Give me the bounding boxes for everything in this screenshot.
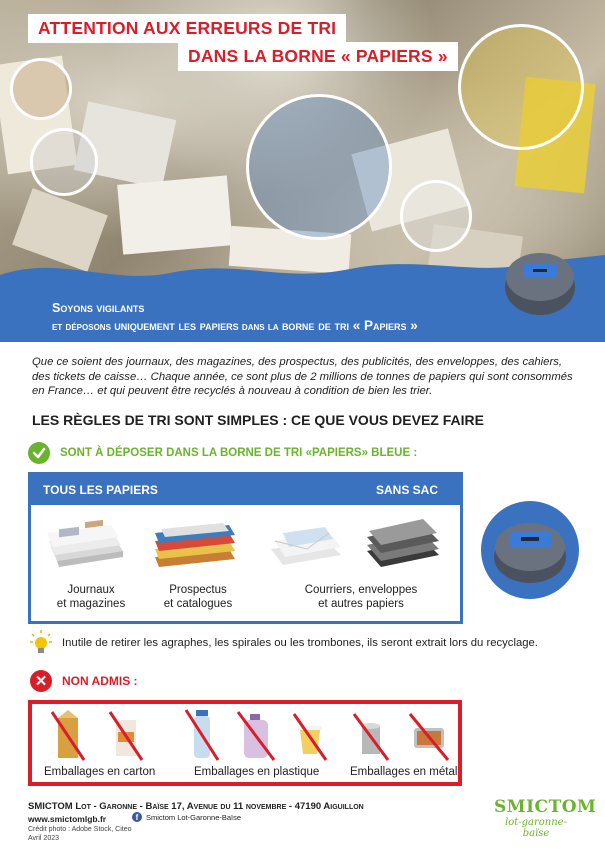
refused-plastic-label: Emballages en plastique <box>194 766 320 778</box>
refused-heading <box>30 670 138 692</box>
hero-subtitle <box>52 300 418 335</box>
paper-bin-icon <box>491 515 569 585</box>
milk-carton-icon <box>48 708 88 764</box>
envelopes-icon <box>267 521 347 571</box>
detergent-bottle-icon <box>234 708 278 764</box>
item-newspapers-line1: Journaux <box>67 584 115 596</box>
notebooks-icon <box>363 515 443 571</box>
highlight-circle-plastic <box>246 94 392 240</box>
item-mail-line2: et autres papiers <box>318 598 404 610</box>
logo-name: SMICTOM <box>494 797 597 817</box>
facebook-icon: f <box>132 812 142 822</box>
newspapers-icon <box>45 517 125 571</box>
lightbulb-icon <box>30 630 52 656</box>
item-newspapers <box>41 583 141 611</box>
hero-sub-part-d: borne de tri « Papiers » <box>281 318 418 333</box>
hero-subtitle-line1: Soyons vigilants <box>52 301 145 315</box>
refused-label: NON ADMIS : <box>62 674 138 688</box>
accepted-box-header <box>31 475 460 505</box>
footer-website[interactable]: www.smictomlgb.fr <box>28 814 107 824</box>
hero-title-line2: DANS LA BORNE « PAPIERS » <box>178 42 458 71</box>
accepted-label: SONT À DÉPOSER DANS LA BORNE DE TRI «PAPIERS» BLEUE : <box>60 447 418 459</box>
accepted-box <box>28 472 463 624</box>
footer-credit <box>28 825 132 843</box>
refused-box <box>28 700 462 786</box>
refused-carton-label: Emballages en carton <box>44 766 156 778</box>
footer-address: SMICTOM Lot - Garonne - Baïse 17, Avenue du 11 novembre - 47190 Aiguillon <box>28 801 364 812</box>
food-tray-icon <box>406 710 452 764</box>
accepted-heading <box>28 442 417 464</box>
bin-circle <box>481 501 579 599</box>
highlight-circle-cardboard <box>10 58 72 120</box>
highlight-circle-tray <box>400 180 472 252</box>
paper-scrap <box>117 175 233 254</box>
hero-banner <box>0 0 605 342</box>
publication-date: Avril 2023 <box>28 835 60 842</box>
photo-credit: Crédit photo : Adobe Stock, Citeo <box>28 826 132 833</box>
refused-metal-label: Emballages en métal <box>350 766 458 778</box>
footer-facebook-text: Smictom Lot-Garonne-Baïse <box>146 812 242 822</box>
paper-bin-image <box>503 247 577 317</box>
tip-row <box>30 630 538 656</box>
hero-sub-part-c: dans la <box>238 319 282 333</box>
cross-icon: ✕ <box>30 670 52 692</box>
check-icon <box>28 442 50 464</box>
smictom-logo <box>494 797 597 839</box>
footer-facebook[interactable] <box>132 812 241 822</box>
hero-title-line1: ATTENTION AUX ERREURS DE TRI <box>28 14 346 43</box>
tip-text: Inutile de retirer les agraphes, les spirales ou les trombones, ils seront extrait lors du recyclage. <box>62 637 538 649</box>
tin-can-icon <box>350 710 392 764</box>
item-prospectus-line1: Prospectus <box>169 584 227 596</box>
item-prospectus-line2: et catalogues <box>163 598 233 610</box>
item-prospectus <box>143 583 253 611</box>
logo-subtitle: lot-garonne-baïse <box>505 817 567 839</box>
intro-paragraph: Que ce soient des journaux, des magazines, des prospectus, des publicités, des enveloppes, des cahiers, des tickets de caisse… Chaque année, ce sont plus de 2 millions de tonnes de papiers qui sont consommés en France… et qui peuvent être recyclés à nouveau à condition de bien les trier. <box>32 356 573 397</box>
hero-subtitle-line2 <box>52 317 418 335</box>
water-bottle-icon <box>182 706 222 764</box>
highlight-circle-foil <box>30 128 98 196</box>
hero-sub-part-a: et déposons <box>52 319 115 333</box>
all-papers-label: TOUS LES PAPIERS <box>43 483 158 497</box>
no-bag-label: SANS SAC <box>375 483 438 497</box>
catalogues-icon <box>149 519 239 571</box>
yogurt-pot-icon <box>290 710 330 764</box>
item-newspapers-line2: et magazines <box>56 598 126 610</box>
hero-sub-part-b: uniquement les papiers <box>114 318 239 333</box>
item-mail <box>281 583 441 611</box>
highlight-circle-bag <box>458 24 584 150</box>
item-mail-line1: Courriers, enveloppes <box>304 584 418 596</box>
rules-title: LES RÈGLES DE TRI SONT SIMPLES : CE QUE VOUS DEVEZ FAIRE <box>32 412 484 428</box>
juice-carton-icon <box>106 708 146 764</box>
